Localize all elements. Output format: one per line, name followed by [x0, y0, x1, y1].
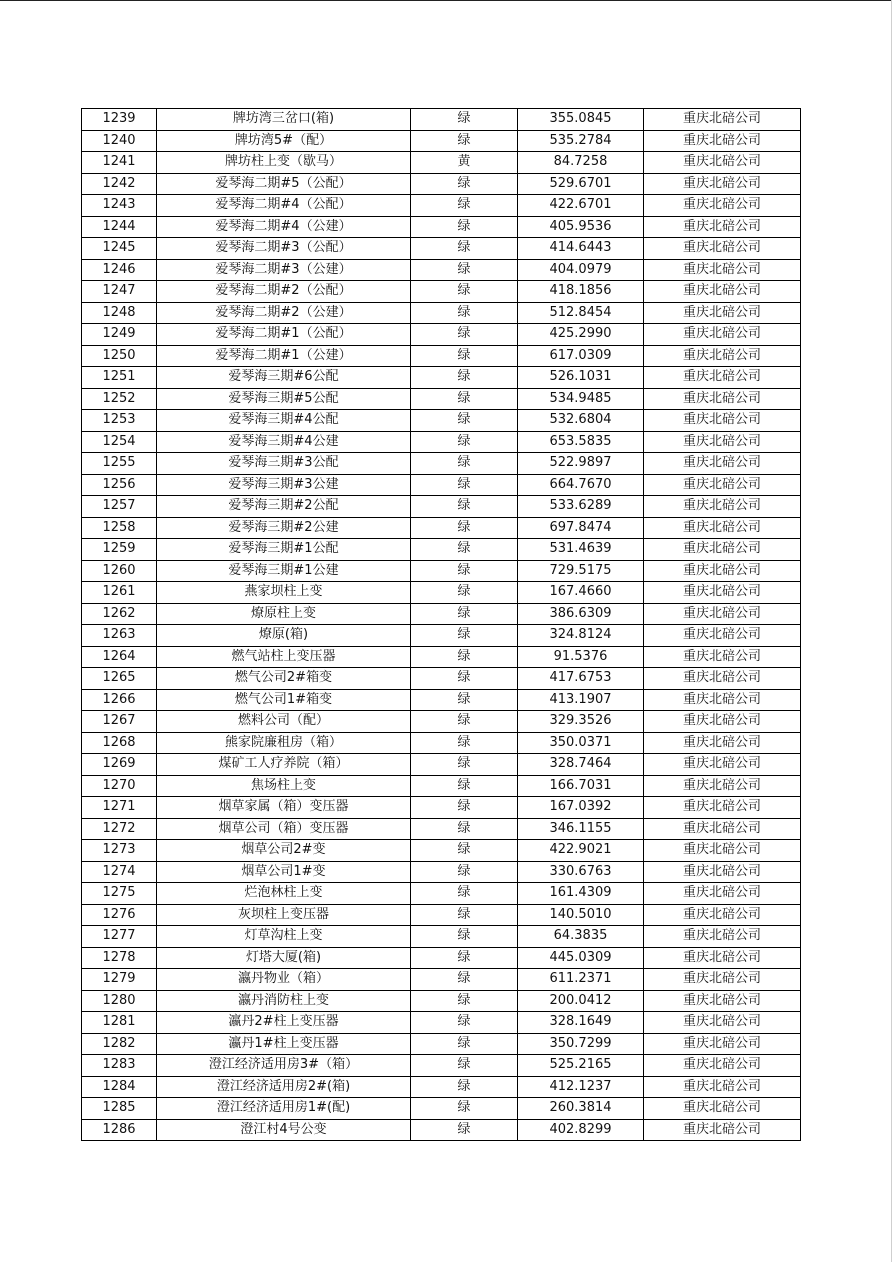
table-row — [82, 603, 801, 625]
status-color-cell: 绿 — [411, 345, 518, 367]
table-row — [82, 152, 801, 174]
row-number-cell: 1247 — [82, 281, 157, 303]
status-color-cell: 绿 — [411, 990, 518, 1012]
table-row — [82, 109, 801, 131]
company-cell: 重庆北碚公司 — [644, 1055, 801, 1077]
status-color-cell: 绿 — [411, 1098, 518, 1120]
transformer-name-cell: 爱琴海三期#4公建 — [157, 431, 411, 453]
row-number-cell: 1242 — [82, 173, 157, 195]
transformer-name-cell: 牌坊湾三岔口(箱) — [157, 109, 411, 131]
table-row — [82, 926, 801, 948]
row-number-cell: 1260 — [82, 560, 157, 582]
company-cell: 重庆北碚公司 — [644, 668, 801, 690]
row-number-cell: 1263 — [82, 625, 157, 647]
table-row — [82, 1098, 801, 1120]
value-cell: 386.6309 — [518, 603, 644, 625]
status-color-cell: 绿 — [411, 410, 518, 432]
status-color-cell: 绿 — [411, 1012, 518, 1034]
transformer-name-cell: 爱琴海三期#3公配 — [157, 453, 411, 475]
row-number-cell: 1267 — [82, 711, 157, 733]
value-cell: 697.8474 — [518, 517, 644, 539]
company-cell: 重庆北碚公司 — [644, 130, 801, 152]
status-color-cell: 绿 — [411, 388, 518, 410]
row-number-cell: 1255 — [82, 453, 157, 475]
transformer-name-cell: 烟草公司2#变 — [157, 840, 411, 862]
status-color-cell: 绿 — [411, 947, 518, 969]
table-row — [82, 625, 801, 647]
row-number-cell: 1268 — [82, 732, 157, 754]
table-row — [82, 216, 801, 238]
company-cell: 重庆北碚公司 — [644, 1119, 801, 1141]
row-number-cell: 1280 — [82, 990, 157, 1012]
table-row — [82, 947, 801, 969]
row-number-cell: 1256 — [82, 474, 157, 496]
transformer-name-cell: 燕家坝柱上变 — [157, 582, 411, 604]
row-number-cell: 1270 — [82, 775, 157, 797]
table-row — [82, 840, 801, 862]
status-color-cell: 绿 — [411, 1119, 518, 1141]
row-number-cell: 1283 — [82, 1055, 157, 1077]
company-cell: 重庆北碚公司 — [644, 582, 801, 604]
value-cell: 512.8454 — [518, 302, 644, 324]
status-color-cell: 绿 — [411, 496, 518, 518]
company-cell: 重庆北碚公司 — [644, 990, 801, 1012]
row-number-cell: 1273 — [82, 840, 157, 862]
value-cell: 425.2990 — [518, 324, 644, 346]
value-cell: 64.3835 — [518, 926, 644, 948]
company-cell: 重庆北碚公司 — [644, 711, 801, 733]
status-color-cell: 绿 — [411, 259, 518, 281]
company-cell: 重庆北碚公司 — [644, 173, 801, 195]
company-cell: 重庆北碚公司 — [644, 861, 801, 883]
row-number-cell: 1279 — [82, 969, 157, 991]
value-cell: 200.0412 — [518, 990, 644, 1012]
transformer-name-cell: 澄江经济适用房2#(箱) — [157, 1076, 411, 1098]
status-color-cell: 绿 — [411, 517, 518, 539]
company-cell: 重庆北碚公司 — [644, 431, 801, 453]
transformer-name-cell: 爱琴海三期#1公配 — [157, 539, 411, 561]
table-row — [82, 732, 801, 754]
value-cell: 346.1155 — [518, 818, 644, 840]
table-row — [82, 582, 801, 604]
company-cell: 重庆北碚公司 — [644, 517, 801, 539]
status-color-cell: 绿 — [411, 302, 518, 324]
row-number-cell: 1286 — [82, 1119, 157, 1141]
table-row — [82, 754, 801, 776]
company-cell: 重庆北碚公司 — [644, 539, 801, 561]
status-color-cell: 绿 — [411, 711, 518, 733]
table-row — [82, 173, 801, 195]
status-color-cell: 绿 — [411, 109, 518, 131]
status-color-cell: 绿 — [411, 625, 518, 647]
table-row — [82, 668, 801, 690]
table-row — [82, 1033, 801, 1055]
table-row — [82, 410, 801, 432]
value-cell: 404.0979 — [518, 259, 644, 281]
transformer-name-cell: 燎原柱上变 — [157, 603, 411, 625]
transformer-name-cell: 燃气公司2#箱变 — [157, 668, 411, 690]
company-cell: 重庆北碚公司 — [644, 474, 801, 496]
status-color-cell: 绿 — [411, 474, 518, 496]
table-row — [82, 775, 801, 797]
transformer-name-cell: 烟草公司1#变 — [157, 861, 411, 883]
value-cell: 422.6701 — [518, 195, 644, 217]
company-cell: 重庆北碚公司 — [644, 1098, 801, 1120]
value-cell: 535.2784 — [518, 130, 644, 152]
company-cell: 重庆北碚公司 — [644, 926, 801, 948]
company-cell: 重庆北碚公司 — [644, 216, 801, 238]
value-cell: 611.2371 — [518, 969, 644, 991]
table-row — [82, 496, 801, 518]
value-cell: 167.4660 — [518, 582, 644, 604]
status-color-cell: 绿 — [411, 130, 518, 152]
transformer-name-cell: 烟草家属（箱）变压器 — [157, 797, 411, 819]
company-cell: 重庆北碚公司 — [644, 152, 801, 174]
status-color-cell: 绿 — [411, 453, 518, 475]
company-cell: 重庆北碚公司 — [644, 367, 801, 389]
row-number-cell: 1258 — [82, 517, 157, 539]
company-cell: 重庆北碚公司 — [644, 324, 801, 346]
status-color-cell: 绿 — [411, 861, 518, 883]
value-cell: 324.8124 — [518, 625, 644, 647]
transformer-name-cell: 澄江村4号公变 — [157, 1119, 411, 1141]
transformer-name-cell: 爱琴海二期#1（公配） — [157, 324, 411, 346]
row-number-cell: 1261 — [82, 582, 157, 604]
row-number-cell: 1243 — [82, 195, 157, 217]
value-cell: 532.6804 — [518, 410, 644, 432]
value-cell: 91.5376 — [518, 646, 644, 668]
value-cell: 140.5010 — [518, 904, 644, 926]
value-cell: 417.6753 — [518, 668, 644, 690]
row-number-cell: 1276 — [82, 904, 157, 926]
row-number-cell: 1278 — [82, 947, 157, 969]
row-number-cell: 1285 — [82, 1098, 157, 1120]
company-cell: 重庆北碚公司 — [644, 388, 801, 410]
row-number-cell: 1253 — [82, 410, 157, 432]
company-cell: 重庆北碚公司 — [644, 302, 801, 324]
transformer-name-cell: 灯草沟柱上变 — [157, 926, 411, 948]
row-number-cell: 1239 — [82, 109, 157, 131]
value-cell: 412.1237 — [518, 1076, 644, 1098]
status-color-cell: 绿 — [411, 582, 518, 604]
table-row — [82, 861, 801, 883]
row-number-cell: 1272 — [82, 818, 157, 840]
row-number-cell: 1252 — [82, 388, 157, 410]
table-row — [82, 797, 801, 819]
value-cell: 653.5835 — [518, 431, 644, 453]
transformer-name-cell: 焦场柱上变 — [157, 775, 411, 797]
status-color-cell: 绿 — [411, 904, 518, 926]
row-number-cell: 1281 — [82, 1012, 157, 1034]
company-cell: 重庆北碚公司 — [644, 818, 801, 840]
row-number-cell: 1274 — [82, 861, 157, 883]
table-row — [82, 560, 801, 582]
table-row — [82, 1119, 801, 1141]
row-number-cell: 1248 — [82, 302, 157, 324]
table-row — [82, 969, 801, 991]
transformer-name-cell: 燃料公司（配） — [157, 711, 411, 733]
status-color-cell: 绿 — [411, 754, 518, 776]
table-row — [82, 259, 801, 281]
status-color-cell: 绿 — [411, 281, 518, 303]
value-cell: 167.0392 — [518, 797, 644, 819]
page-top-rule — [0, 0, 892, 1]
row-number-cell: 1264 — [82, 646, 157, 668]
status-color-cell: 绿 — [411, 1033, 518, 1055]
transformer-name-cell: 烟草公司（箱）变压器 — [157, 818, 411, 840]
company-cell: 重庆北碚公司 — [644, 969, 801, 991]
value-cell: 664.7670 — [518, 474, 644, 496]
transformer-name-cell: 爱琴海二期#3（公建） — [157, 259, 411, 281]
value-cell: 329.3526 — [518, 711, 644, 733]
company-cell: 重庆北碚公司 — [644, 797, 801, 819]
company-cell: 重庆北碚公司 — [644, 1012, 801, 1034]
table-row — [82, 324, 801, 346]
status-color-cell: 绿 — [411, 603, 518, 625]
transformer-name-cell: 爱琴海二期#2（公配） — [157, 281, 411, 303]
table-row — [82, 1012, 801, 1034]
company-cell: 重庆北碚公司 — [644, 775, 801, 797]
table-row — [82, 431, 801, 453]
row-number-cell: 1251 — [82, 367, 157, 389]
company-cell: 重庆北碚公司 — [644, 345, 801, 367]
status-color-cell: 绿 — [411, 195, 518, 217]
transformer-name-cell: 爱琴海三期#1公建 — [157, 560, 411, 582]
company-cell: 重庆北碚公司 — [644, 625, 801, 647]
row-number-cell: 1262 — [82, 603, 157, 625]
table-row — [82, 990, 801, 1012]
value-cell: 617.0309 — [518, 345, 644, 367]
company-cell: 重庆北碚公司 — [644, 259, 801, 281]
table-row — [82, 711, 801, 733]
value-cell: 531.4639 — [518, 539, 644, 561]
company-cell: 重庆北碚公司 — [644, 238, 801, 260]
status-color-cell: 绿 — [411, 797, 518, 819]
transformer-name-cell: 燃气站柱上变压器 — [157, 646, 411, 668]
value-cell: 525.2165 — [518, 1055, 644, 1077]
transformer-name-cell: 灰坝柱上变压器 — [157, 904, 411, 926]
company-cell: 重庆北碚公司 — [644, 883, 801, 905]
value-cell: 445.0309 — [518, 947, 644, 969]
transformer-name-cell: 烂泡林柱上变 — [157, 883, 411, 905]
row-number-cell: 1259 — [82, 539, 157, 561]
status-color-cell: 黄 — [411, 152, 518, 174]
status-color-cell: 绿 — [411, 840, 518, 862]
table-row — [82, 367, 801, 389]
row-number-cell: 1241 — [82, 152, 157, 174]
value-cell: 526.1031 — [518, 367, 644, 389]
transformer-name-cell: 瀛丹1#柱上变压器 — [157, 1033, 411, 1055]
value-cell: 414.6443 — [518, 238, 644, 260]
transformer-name-cell: 煤矿工人疗养院（箱） — [157, 754, 411, 776]
table-row — [82, 883, 801, 905]
transformer-name-cell: 燎原(箱) — [157, 625, 411, 647]
company-cell: 重庆北碚公司 — [644, 947, 801, 969]
row-number-cell: 1284 — [82, 1076, 157, 1098]
status-color-cell: 绿 — [411, 539, 518, 561]
row-number-cell: 1277 — [82, 926, 157, 948]
company-cell: 重庆北碚公司 — [644, 410, 801, 432]
table-row — [82, 517, 801, 539]
value-cell: 413.1907 — [518, 689, 644, 711]
table-row — [82, 904, 801, 926]
table-row — [82, 453, 801, 475]
status-color-cell: 绿 — [411, 431, 518, 453]
company-cell: 重庆北碚公司 — [644, 496, 801, 518]
transformer-name-cell: 爱琴海三期#3公建 — [157, 474, 411, 496]
table-row — [82, 539, 801, 561]
transformer-name-cell: 澄江经济适用房3#（箱） — [157, 1055, 411, 1077]
table-body — [82, 109, 801, 1141]
table-row — [82, 345, 801, 367]
status-color-cell: 绿 — [411, 775, 518, 797]
row-number-cell: 1282 — [82, 1033, 157, 1055]
table-row — [82, 388, 801, 410]
table-row — [82, 646, 801, 668]
company-cell: 重庆北碚公司 — [644, 1076, 801, 1098]
status-color-cell: 绿 — [411, 216, 518, 238]
transformer-name-cell: 瀛丹2#柱上变压器 — [157, 1012, 411, 1034]
row-number-cell: 1249 — [82, 324, 157, 346]
value-cell: 350.0371 — [518, 732, 644, 754]
company-cell: 重庆北碚公司 — [644, 195, 801, 217]
table-row — [82, 302, 801, 324]
row-number-cell: 1266 — [82, 689, 157, 711]
value-cell: 522.9897 — [518, 453, 644, 475]
row-number-cell: 1246 — [82, 259, 157, 281]
table-row — [82, 474, 801, 496]
table-row — [82, 238, 801, 260]
row-number-cell: 1245 — [82, 238, 157, 260]
status-color-cell: 绿 — [411, 1055, 518, 1077]
company-cell: 重庆北碚公司 — [644, 904, 801, 926]
value-cell: 405.9536 — [518, 216, 644, 238]
value-cell: 161.4309 — [518, 883, 644, 905]
value-cell: 534.9485 — [518, 388, 644, 410]
transformer-name-cell: 爱琴海三期#2公配 — [157, 496, 411, 518]
transformer-name-cell: 燃气公司1#箱变 — [157, 689, 411, 711]
value-cell: 330.6763 — [518, 861, 644, 883]
company-cell: 重庆北碚公司 — [644, 281, 801, 303]
transformer-name-cell: 牌坊柱上变（歇马） — [157, 152, 411, 174]
status-color-cell: 绿 — [411, 1076, 518, 1098]
transformer-name-cell: 爱琴海二期#1（公建） — [157, 345, 411, 367]
row-number-cell: 1244 — [82, 216, 157, 238]
value-cell: 729.5175 — [518, 560, 644, 582]
company-cell: 重庆北碚公司 — [644, 732, 801, 754]
value-cell: 422.9021 — [518, 840, 644, 862]
table-row — [82, 1055, 801, 1077]
value-cell: 328.1649 — [518, 1012, 644, 1034]
value-cell: 418.1856 — [518, 281, 644, 303]
status-color-cell: 绿 — [411, 689, 518, 711]
transformer-name-cell: 爱琴海二期#5（公配） — [157, 173, 411, 195]
company-cell: 重庆北碚公司 — [644, 560, 801, 582]
value-cell: 529.6701 — [518, 173, 644, 195]
row-number-cell: 1250 — [82, 345, 157, 367]
status-color-cell: 绿 — [411, 560, 518, 582]
transformer-name-cell: 瀛丹物业（箱） — [157, 969, 411, 991]
transformer-name-cell: 爱琴海二期#2（公建） — [157, 302, 411, 324]
table-row — [82, 818, 801, 840]
company-cell: 重庆北碚公司 — [644, 1033, 801, 1055]
transformer-name-cell: 爱琴海三期#2公建 — [157, 517, 411, 539]
transformer-name-cell: 爱琴海三期#5公配 — [157, 388, 411, 410]
row-number-cell: 1254 — [82, 431, 157, 453]
transformer-name-cell: 爱琴海二期#3（公配） — [157, 238, 411, 260]
value-cell: 533.6289 — [518, 496, 644, 518]
table-row — [82, 281, 801, 303]
status-color-cell: 绿 — [411, 173, 518, 195]
table-row — [82, 689, 801, 711]
company-cell: 重庆北碚公司 — [644, 646, 801, 668]
transformer-name-cell: 熊家院廉租房（箱） — [157, 732, 411, 754]
status-color-cell: 绿 — [411, 238, 518, 260]
transformer-table — [81, 108, 801, 1141]
status-color-cell: 绿 — [411, 646, 518, 668]
status-color-cell: 绿 — [411, 969, 518, 991]
company-cell: 重庆北碚公司 — [644, 109, 801, 131]
status-color-cell: 绿 — [411, 324, 518, 346]
value-cell: 355.0845 — [518, 109, 644, 131]
value-cell: 166.7031 — [518, 775, 644, 797]
company-cell: 重庆北碚公司 — [644, 840, 801, 862]
company-cell: 重庆北碚公司 — [644, 754, 801, 776]
transformer-name-cell: 牌坊湾5#（配） — [157, 130, 411, 152]
status-color-cell: 绿 — [411, 926, 518, 948]
transformer-name-cell: 瀛丹消防柱上变 — [157, 990, 411, 1012]
company-cell: 重庆北碚公司 — [644, 689, 801, 711]
company-cell: 重庆北碚公司 — [644, 453, 801, 475]
row-number-cell: 1240 — [82, 130, 157, 152]
row-number-cell: 1257 — [82, 496, 157, 518]
transformer-name-cell: 爱琴海二期#4（公建） — [157, 216, 411, 238]
company-cell: 重庆北碚公司 — [644, 603, 801, 625]
value-cell: 260.3814 — [518, 1098, 644, 1120]
value-cell: 402.8299 — [518, 1119, 644, 1141]
row-number-cell: 1265 — [82, 668, 157, 690]
row-number-cell: 1269 — [82, 754, 157, 776]
status-color-cell: 绿 — [411, 367, 518, 389]
row-number-cell: 1275 — [82, 883, 157, 905]
value-cell: 328.7464 — [518, 754, 644, 776]
table-row — [82, 195, 801, 217]
transformer-name-cell: 爱琴海三期#4公配 — [157, 410, 411, 432]
row-number-cell: 1271 — [82, 797, 157, 819]
value-cell: 350.7299 — [518, 1033, 644, 1055]
status-color-cell: 绿 — [411, 732, 518, 754]
table-row — [82, 1076, 801, 1098]
status-color-cell: 绿 — [411, 818, 518, 840]
transformer-name-cell: 澄江经济适用房1#(配) — [157, 1098, 411, 1120]
transformer-name-cell: 灯塔大厦(箱) — [157, 947, 411, 969]
status-color-cell: 绿 — [411, 883, 518, 905]
transformer-name-cell: 爱琴海三期#6公配 — [157, 367, 411, 389]
transformer-name-cell: 爱琴海二期#4（公配） — [157, 195, 411, 217]
value-cell: 84.7258 — [518, 152, 644, 174]
status-color-cell: 绿 — [411, 668, 518, 690]
table-row — [82, 130, 801, 152]
